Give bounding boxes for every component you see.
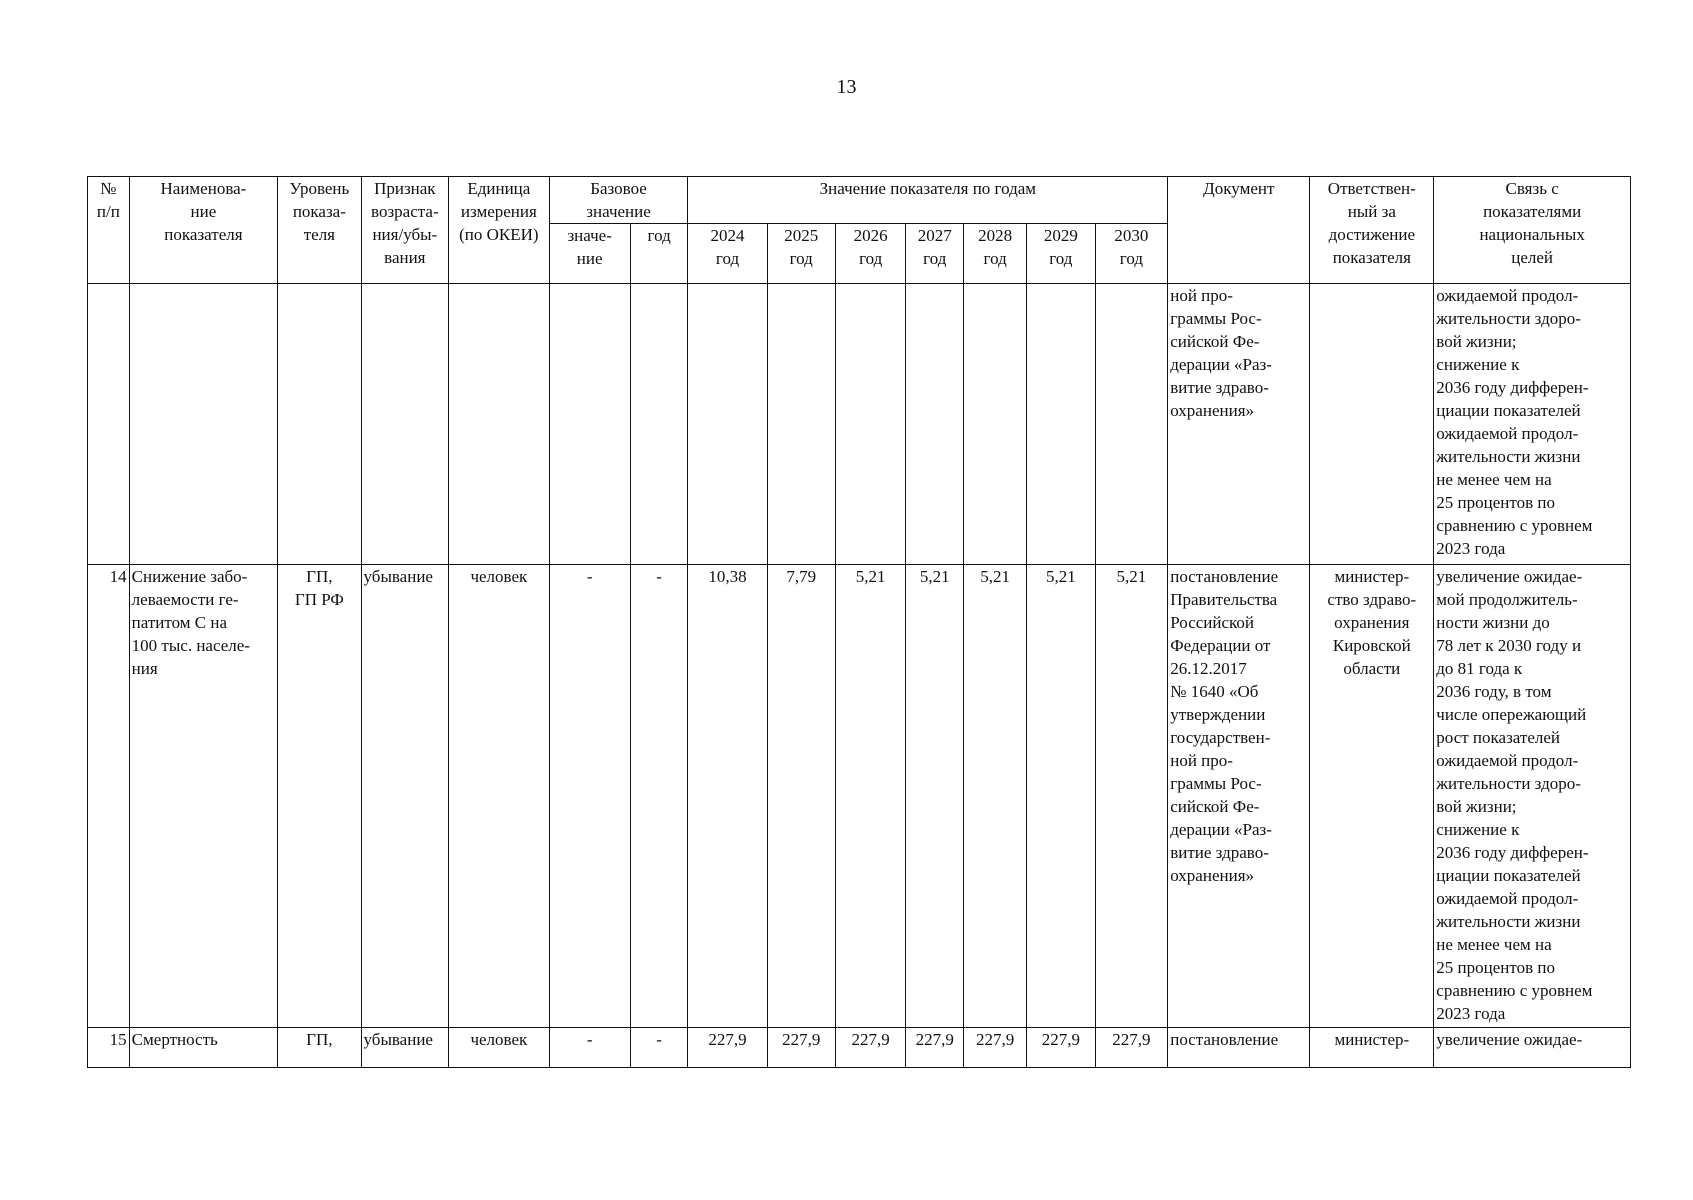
cell-link: увеличение ожидае- мой продолжитель- ности жизни до 78 лет к 2030 году и до 81 года к 2036 году, в том числе опережающий рост показателей ожидаемой продол- жительности здоро- вой жизни; снижение к 2036 году дифферен- циации показателей ожидаемой продол- жительности жизни не менее чем на 25 процентов по сравнению с уровнем 2023 года <box>1434 565 1631 1028</box>
cell-value-2029 <box>1027 284 1095 565</box>
header-base-year: год <box>630 224 688 284</box>
cell-num: 14 <box>88 565 130 1028</box>
header-year-2027: 2027 год <box>906 224 964 284</box>
cell-value-2026: 227,9 <box>835 1028 906 1068</box>
indicators-table <box>87 176 1631 1068</box>
cell-num: 15 <box>88 1028 130 1068</box>
cell-level <box>278 284 361 565</box>
header-base-value: значе- ние <box>549 224 630 284</box>
cell-value-2025: 227,9 <box>767 1028 835 1068</box>
cell-value-2028 <box>964 284 1027 565</box>
cell-value-2027: 5,21 <box>906 565 964 1028</box>
cell-name: Снижение забо- леваемости ге- патитом С на 100 тыс. населе- ния <box>129 565 278 1028</box>
cell-value-2027: 227,9 <box>906 1028 964 1068</box>
cell-base-year: - <box>630 1028 688 1068</box>
cell-responsible: министер- <box>1310 1028 1434 1068</box>
cell-unit <box>449 284 549 565</box>
header-row <box>88 177 1631 224</box>
page-number: 13 <box>836 76 857 98</box>
cell-document: ной про- граммы Рос- сийской Фе- дерации «Раз- витие здраво- охранения» <box>1168 284 1310 565</box>
cell-sign: убывание <box>361 1028 449 1068</box>
header-link: Связь с показателями национальных целей <box>1434 177 1631 284</box>
cell-base-value <box>549 284 630 565</box>
cell-link: ожидаемой продол- жительности здоро- вой жизни; снижение к 2036 году дифферен- циации показателей ожидаемой продол- жительности жизни не менее чем на 25 процентов по сравнению с уровнем 2023 года <box>1434 284 1631 565</box>
cell-base-year <box>630 284 688 565</box>
cell-base-value: - <box>549 1028 630 1068</box>
header-unit: Единица измерения (по ОКЕИ) <box>449 177 549 284</box>
cell-sign: убывание <box>361 565 449 1028</box>
cell-responsible <box>1310 284 1434 565</box>
table-row <box>88 1028 1631 1068</box>
header-document: Документ <box>1168 177 1310 284</box>
header-year-2024: 2024 год <box>688 224 767 284</box>
cell-responsible: министер- ство здраво- охранения Кировской области <box>1310 565 1434 1028</box>
header-name: Наименова- ние показателя <box>129 177 278 284</box>
header-year-2028: 2028 год <box>964 224 1027 284</box>
cell-sign <box>361 284 449 565</box>
table-row <box>88 284 1631 565</box>
cell-base-value: - <box>549 565 630 1028</box>
header-sign: Признак возраста- ния/убы- вания <box>361 177 449 284</box>
cell-value-2024 <box>688 284 767 565</box>
cell-level: ГП, ГП РФ <box>278 565 361 1028</box>
cell-value-2030: 227,9 <box>1095 1028 1168 1068</box>
cell-value-2029: 5,21 <box>1027 565 1095 1028</box>
cell-value-2029: 227,9 <box>1027 1028 1095 1068</box>
header-year-2026: 2026 год <box>835 224 906 284</box>
cell-level: ГП, <box>278 1028 361 1068</box>
cell-document: постановление <box>1168 1028 1310 1068</box>
cell-link: увеличение ожидае- <box>1434 1028 1631 1068</box>
header-num: № п/п <box>88 177 130 284</box>
cell-value-2028: 5,21 <box>964 565 1027 1028</box>
cell-base-year: - <box>630 565 688 1028</box>
header-responsible: Ответствен- ный за достижение показателя <box>1310 177 1434 284</box>
cell-value-2026: 5,21 <box>835 565 906 1028</box>
cell-value-2025: 7,79 <box>767 565 835 1028</box>
header-year-2029: 2029 год <box>1027 224 1095 284</box>
cell-num <box>88 284 130 565</box>
cell-document: постановление Правительства Российской Федерации от 26.12.2017 № 1640 «Об утверждении государствен- ной про- граммы Рос- сийской Фе- дерации «Раз- витие здраво- охранения» <box>1168 565 1310 1028</box>
cell-unit: человек <box>449 565 549 1028</box>
cell-name: Смертность <box>129 1028 278 1068</box>
cell-value-2028: 227,9 <box>964 1028 1027 1068</box>
cell-value-2024: 10,38 <box>688 565 767 1028</box>
cell-unit: человек <box>449 1028 549 1068</box>
header-year-2025: 2025 год <box>767 224 835 284</box>
cell-value-2027 <box>906 284 964 565</box>
header-values-by-year: Значение показателя по годам <box>688 177 1168 224</box>
cell-value-2030 <box>1095 284 1168 565</box>
cell-value-2026 <box>835 284 906 565</box>
header-base: Базовое значение <box>549 177 688 224</box>
cell-value-2024: 227,9 <box>688 1028 767 1068</box>
header-year-2030: 2030 год <box>1095 224 1168 284</box>
cell-value-2025 <box>767 284 835 565</box>
header-level: Уровень показа- теля <box>278 177 361 284</box>
cell-name <box>129 284 278 565</box>
table-row <box>88 565 1631 1028</box>
cell-value-2030: 5,21 <box>1095 565 1168 1028</box>
